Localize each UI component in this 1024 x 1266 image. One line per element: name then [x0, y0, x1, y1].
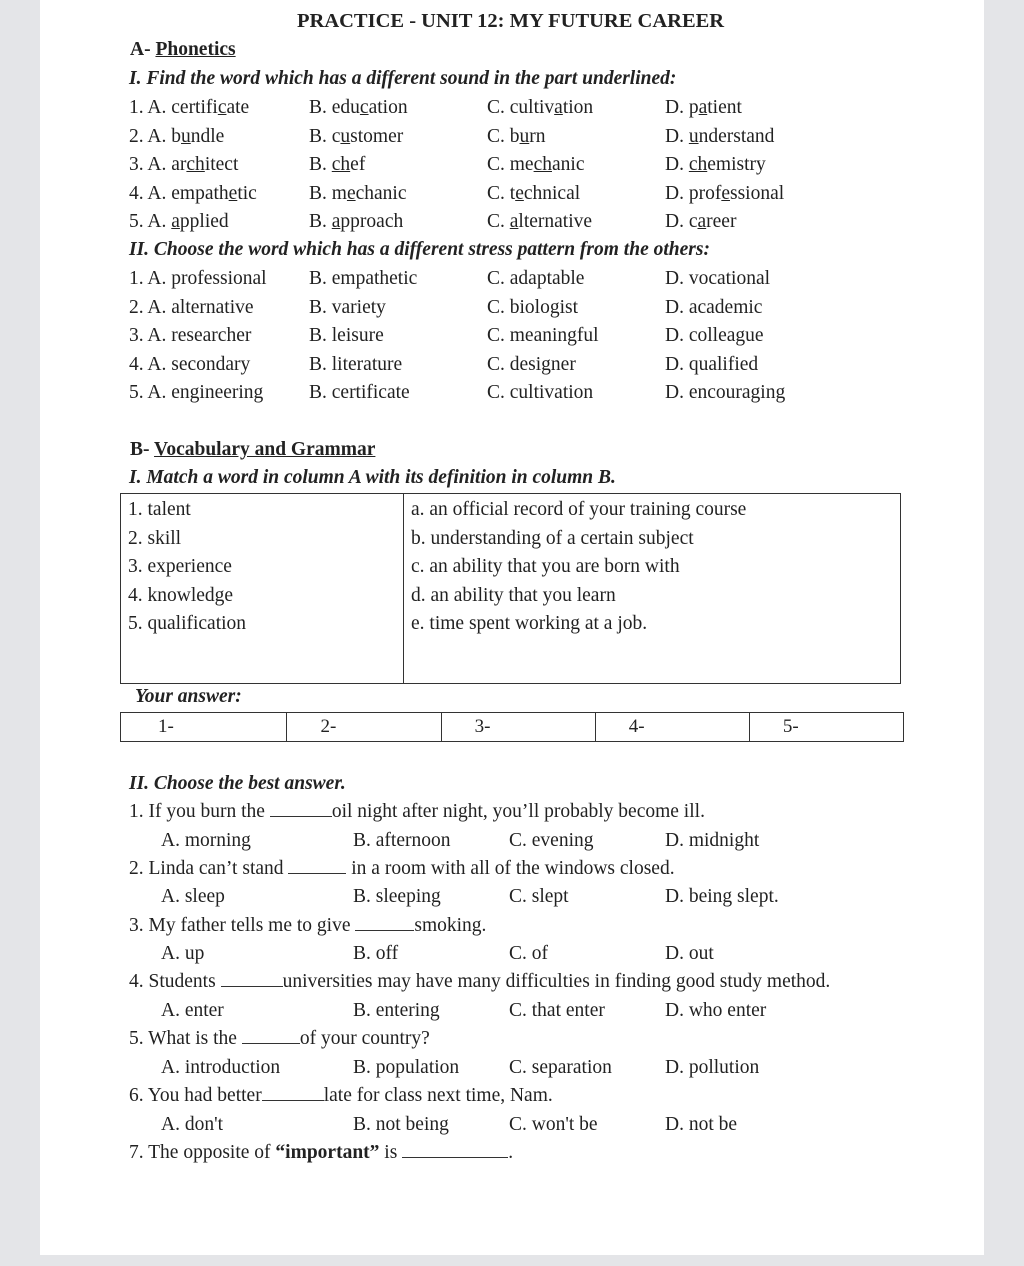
option-text: B. edu [309, 97, 360, 118]
underlined-sound: u [340, 125, 351, 147]
option-text: anic [552, 154, 585, 175]
stress-option[interactable]: C. designer [487, 353, 576, 375]
answer-option[interactable]: D. out [665, 943, 714, 965]
stress-option[interactable]: D. qualified [665, 353, 759, 375]
phonetics-option[interactable] [309, 182, 406, 206]
question-3 [129, 914, 486, 938]
answer-option[interactable]: B. off [353, 943, 399, 965]
option-text: 2. A. b [129, 125, 182, 147]
answer-option[interactable]: A. don't [161, 1113, 224, 1135]
question-5 [129, 1027, 430, 1051]
question-text: 3. My father tells me to give [129, 914, 356, 936]
underlined-sound: ch [331, 154, 351, 175]
underlined-sound: ch [688, 154, 708, 175]
underlined-sound: u [181, 125, 191, 147]
choose-instruction: II. Choose the best answer. [129, 773, 346, 794]
answer-option[interactable]: A. introduction [161, 1056, 281, 1078]
phonetics-option[interactable] [309, 153, 365, 177]
question-text: smoking. [414, 914, 487, 936]
underlined-sound: c [217, 97, 227, 118]
phonetics-option[interactable] [487, 182, 580, 206]
phonetics-option[interactable] [665, 96, 742, 120]
match-definition: b. understanding of a certain subject [411, 527, 694, 549]
answer-option[interactable]: C. evening [509, 829, 594, 851]
stress-option[interactable]: B. leisure [309, 325, 384, 346]
stress-option[interactable]: 4. A. secondary [129, 353, 251, 375]
option-text: D. prof [665, 182, 722, 204]
answer-cell-label: 2- [320, 716, 337, 737]
stress-option[interactable]: D. colleague [665, 325, 764, 346]
match-definition: c. an ability that you are born with [411, 556, 680, 577]
option-text: ef [350, 154, 366, 175]
stress-option[interactable]: D. vocational [665, 268, 771, 289]
question-text: 4. Students [129, 971, 221, 993]
option-text: ate [226, 97, 250, 118]
underlined-sound: ch [186, 154, 205, 175]
phonetics-option[interactable] [129, 125, 224, 149]
phonetics-option[interactable] [665, 210, 736, 234]
phonetics-option[interactable] [665, 182, 784, 206]
option-text: lternative [518, 211, 593, 232]
phonetics-option[interactable] [665, 153, 766, 177]
column-b [404, 494, 901, 684]
option-text: B. [309, 211, 332, 232]
option-text: B. m [309, 182, 347, 204]
answer-option[interactable]: C. of [509, 943, 548, 965]
underlined-sound: a [698, 97, 708, 118]
stress-option[interactable]: B. empathetic [309, 268, 418, 289]
question-text: oil night after night, you’ll probably become ill. [331, 801, 705, 822]
option-text: tient [707, 97, 742, 118]
answer-cell[interactable] [121, 713, 287, 742]
underlined-sound: u [519, 125, 530, 147]
underlined-sound: e [228, 182, 238, 204]
answer-cell-label: 3- [474, 716, 491, 737]
section-b-heading: B- Vocabulary and Grammar [130, 439, 376, 460]
underlined-sound: e [346, 182, 356, 204]
phonetics-option[interactable] [487, 125, 546, 149]
option-text: ation [368, 97, 408, 118]
answer-blank[interactable] [270, 800, 332, 817]
phonetics-option[interactable] [309, 96, 408, 120]
answer-cell-label: 4- [628, 716, 645, 737]
option-text: C. me [487, 154, 534, 175]
answer-blank[interactable] [221, 970, 283, 987]
match-term: 2. skill [128, 527, 182, 549]
underlined-sound: u [688, 125, 699, 147]
stress-option[interactable]: D. encouraging [665, 382, 786, 403]
answer-cell[interactable] [749, 713, 903, 742]
phonetics-option[interactable] [487, 96, 593, 120]
underlined-sound: a [697, 211, 707, 232]
option-text: 1. A. certifi [129, 97, 218, 118]
option-text: C. [487, 211, 510, 232]
answer-option[interactable]: B. entering [353, 999, 440, 1021]
phonetics-option[interactable] [665, 125, 774, 149]
question-2 [129, 857, 675, 881]
answer-option[interactable]: A. morning [161, 829, 251, 851]
option-text: C. b [487, 125, 520, 147]
answer-option[interactable]: D. pollution [665, 1056, 760, 1078]
column-a [121, 494, 404, 684]
answer-cell[interactable] [441, 713, 595, 742]
answer-blank[interactable] [288, 857, 346, 874]
stress-option[interactable]: B. certificate [309, 382, 410, 403]
answer-option[interactable]: C. slept [509, 886, 569, 908]
question-7: 7. The opposite of “important” is . [129, 1142, 514, 1163]
option-text: 3. A. ar [129, 154, 187, 175]
phonetics-option[interactable] [129, 153, 238, 177]
question-text: 2. Linda can’t stand [129, 857, 289, 879]
answer-option[interactable]: B. afternoon [353, 829, 451, 851]
option-text: nderstand [698, 125, 775, 147]
answer-blank[interactable] [402, 1141, 508, 1158]
option-text: 5. A. [129, 211, 172, 232]
question-text: 1. If you burn the [129, 801, 270, 822]
section-a-heading: A- Phonetics [130, 39, 236, 60]
answer-option[interactable]: D. not be [665, 1113, 738, 1135]
phonetics-instruction: I. Find the word which has a different sound in the part underlined: [129, 68, 677, 89]
option-text: D. p [665, 97, 699, 118]
question-4 [129, 970, 830, 994]
option-text: itect [204, 154, 239, 175]
stress-instruction: II. Choose the word which has a different stress pattern from the others: [129, 239, 710, 260]
stress-option[interactable]: 3. A. researcher [129, 325, 252, 346]
phonetics-option[interactable] [487, 210, 592, 234]
stress-option[interactable]: 1. A. professional [129, 268, 267, 289]
question-text: universities may have many difficulties in finding good study method. [282, 971, 831, 993]
option-text: 4. A. empath [129, 182, 229, 204]
option-text: B. [309, 154, 332, 175]
phonetics-option[interactable] [129, 182, 257, 206]
match-definition: d. an ability that you learn [411, 584, 616, 606]
answer-option[interactable]: A. enter [161, 999, 224, 1021]
answer-option[interactable]: C. that enter [509, 999, 605, 1021]
question-1 [129, 800, 705, 824]
answer-option[interactable]: A. up [161, 943, 205, 965]
match-term: 4. knowledge [128, 584, 234, 606]
question-text: 5. What is the [129, 1028, 242, 1050]
underlined-sound: a [331, 211, 341, 232]
match-term: 3. experience [128, 556, 232, 577]
question-text: in a room with all of the windows closed. [346, 857, 675, 879]
phonetics-option[interactable] [309, 125, 403, 149]
option-text: stomer [350, 125, 404, 147]
option-text: emistry [707, 154, 766, 175]
match-table [120, 493, 901, 684]
question-6 [129, 1084, 553, 1108]
stress-option[interactable]: B. literature [309, 353, 403, 375]
underlined-sound: e [721, 182, 730, 204]
option-text: D. [665, 154, 689, 175]
option-text: C. t [487, 182, 516, 204]
answer-table [120, 712, 904, 742]
stress-option[interactable]: C. biologist [487, 296, 579, 318]
option-text: B. c [309, 125, 341, 147]
stress-option[interactable]: B. variety [309, 296, 386, 318]
answer-blank[interactable] [262, 1084, 324, 1101]
page-title: PRACTICE - UNIT 12: MY FUTURE CAREER [297, 10, 725, 32]
underlined-sound: c [359, 97, 369, 118]
option-text: C. cultiv [487, 97, 555, 118]
option-text: D. [665, 125, 689, 147]
phonetics-option[interactable] [487, 153, 584, 177]
underlined-sound: a [554, 97, 563, 118]
underlined-sound: a [171, 211, 180, 232]
answer-option[interactable]: D. being slept. [665, 886, 779, 908]
stress-option[interactable]: 2. A. alternative [129, 296, 254, 318]
question-text: of your country? [299, 1028, 430, 1050]
answer-option[interactable]: B. population [353, 1056, 460, 1078]
answer-option[interactable]: B. sleeping [353, 886, 441, 908]
match-definition: a. an official record of your training course [411, 499, 747, 520]
stress-option[interactable]: C. adaptable [487, 268, 585, 289]
worksheet-page [40, 0, 984, 1255]
match-instruction: I. Match a word in column A with its definition in column B. [129, 467, 616, 488]
option-text: ssional [729, 182, 785, 204]
your-answer-label: Your answer: [135, 686, 242, 707]
option-text: D. c [665, 211, 698, 232]
stress-option[interactable]: C. cultivation [487, 382, 594, 403]
answer-option[interactable]: C. separation [509, 1056, 612, 1078]
answer-option[interactable]: D. midnight [665, 829, 760, 851]
answer-blank[interactable] [355, 914, 414, 931]
option-text: tion [562, 97, 594, 118]
answer-option[interactable]: B. not being [353, 1113, 449, 1135]
option-text: rn [529, 125, 546, 147]
option-text: chanic [355, 182, 407, 204]
option-text: pplied [179, 211, 229, 232]
match-definition: e. time spent working at a job. [411, 613, 648, 634]
answer-cell-label: 5- [782, 716, 799, 737]
match-term: 1. talent [128, 499, 191, 520]
option-text: ndle [190, 125, 225, 147]
phonetics-option[interactable] [129, 210, 229, 234]
question-text: late for class next time, Nam. [323, 1085, 553, 1106]
option-text: chnical [523, 182, 581, 204]
answer-cell[interactable] [595, 713, 749, 742]
stress-option[interactable]: 5. A. engineering [129, 382, 264, 403]
match-term: 5. qualification [128, 613, 247, 634]
option-text: pproach [340, 211, 404, 232]
underlined-sound: a [509, 211, 519, 232]
question-text: 6. You had better [129, 1085, 262, 1106]
option-text: reer [706, 211, 737, 232]
stress-option[interactable]: D. academic [665, 296, 763, 318]
answer-cell-label: 1- [158, 716, 174, 737]
phonetics-option[interactable] [309, 210, 403, 234]
phonetics-option[interactable] [129, 96, 249, 120]
answer-option[interactable]: D. who enter [665, 999, 767, 1021]
answer-cell[interactable] [287, 713, 441, 742]
answer-option[interactable]: A. sleep [161, 886, 225, 908]
underlined-sound: ch [533, 154, 552, 175]
option-text: tic [237, 182, 257, 204]
stress-option[interactable]: C. meaningful [487, 325, 599, 346]
answer-blank[interactable] [242, 1027, 300, 1044]
answer-option[interactable]: C. won't be [509, 1113, 598, 1135]
underlined-sound: e [515, 182, 524, 204]
